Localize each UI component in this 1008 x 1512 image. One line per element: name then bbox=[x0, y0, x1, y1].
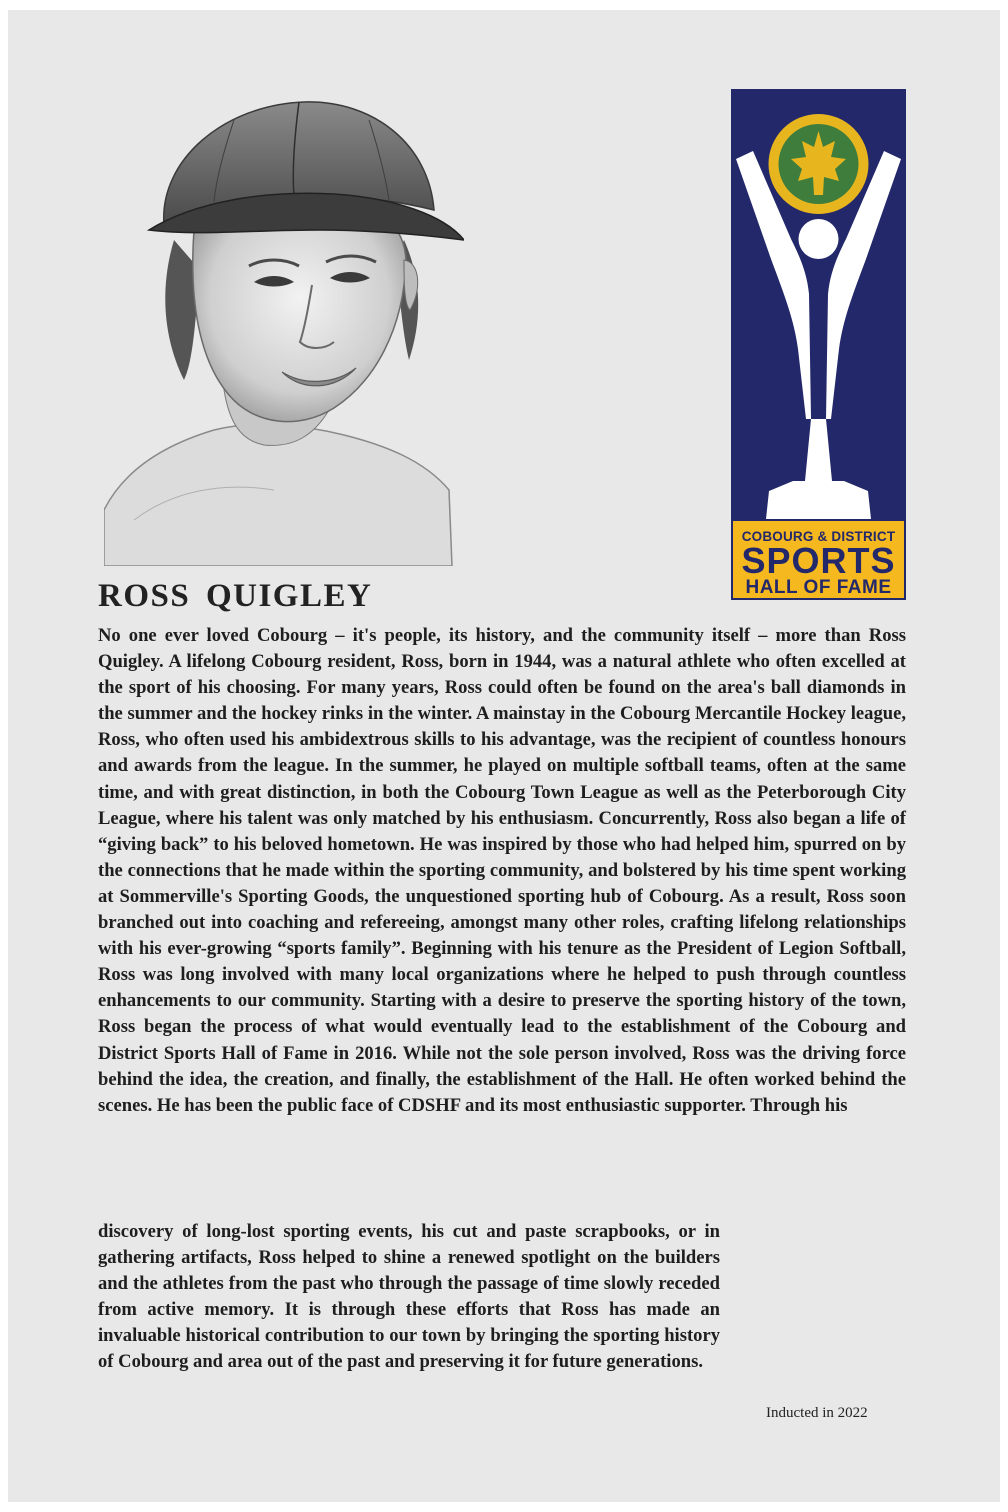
hall-of-fame-logo bbox=[731, 89, 906, 600]
trophy-figure-icon bbox=[731, 89, 906, 519]
logo-line1: COBOURG & DISTRICT bbox=[741, 529, 896, 544]
logo-banner bbox=[731, 519, 906, 600]
induction-year: Inducted in 2022 bbox=[766, 1405, 868, 1421]
biography-text: No one ever loved Cobourg – it's people, its history, and the community itself – more than Ross Quigley. A lifelong Cobourg resident, Ross, born in 1944, was a natural athlete who often excelled at the sport of his choosing. For many years, Ross could often be found on the area's ball diamonds in the summer and the hockey rinks in the winter. A mainstay in the Cobourg Mercantile Hockey league, Ross, who often used his ambidextrous skills to his advantage, was the recipient of countless honours and awards from the league. In the summer, he played on multiple softball teams, often at the same time, and with great distinction, in both the Cobourg Town League as well as the Peterborough City League, where his talent was only matched by his enthusiasm. Concurrently, Ross also began a life of “giving back” to his beloved hometown. He was inspired by those who had helped him, spurred on by the connections that he made within the sporting community, and bolstered by his time spent working at Sommerville's Sporting Goods, the unquestioned sporting hub of Cobourg. As a result, Ross soon branched out into coaching and refereeing, amongst many other roles, crafting lifelong relationships with his ever-growing “sports family”. Beginning with his tenure as the President of Legion Softball, Ross was long involved with many local organizations where he helped to push through countless enhancements to our community. Starting with a desire to preserve the sporting history of the town, Ross began the process of what would eventually lead to the establishment of the Cobourg and District Sports Hall of Fame in 2016. While not the sole person involved, Ross was the driving force behind the idea, the creation, and finally, the establishment of the Hall. He often worked behind the scenes. He has been the public face of CDSHF and its most enthusiastic supporter. Through his bbox=[98, 625, 906, 1116]
logo-line2: SPORTS bbox=[741, 540, 896, 581]
biography-text-continued: discovery of long-lost sporting events, his cut and paste scrapbooks, or in gathering artifacts, Ross helped to shine a renewed spotlight on the builders and the athletes from the past who through the passage of time slowly receded from active memory. It is through these efforts that Ross has made an invaluable historical contribution to our town by bringing the sporting history of Cobourg and area out of the past and preserving it for future generations. bbox=[98, 1221, 720, 1373]
portrait-sketch-icon bbox=[104, 90, 464, 566]
inductee-name: ROSS QUIGLEY bbox=[98, 578, 373, 614]
logo-line3: HALL OF FAME bbox=[745, 577, 892, 598]
